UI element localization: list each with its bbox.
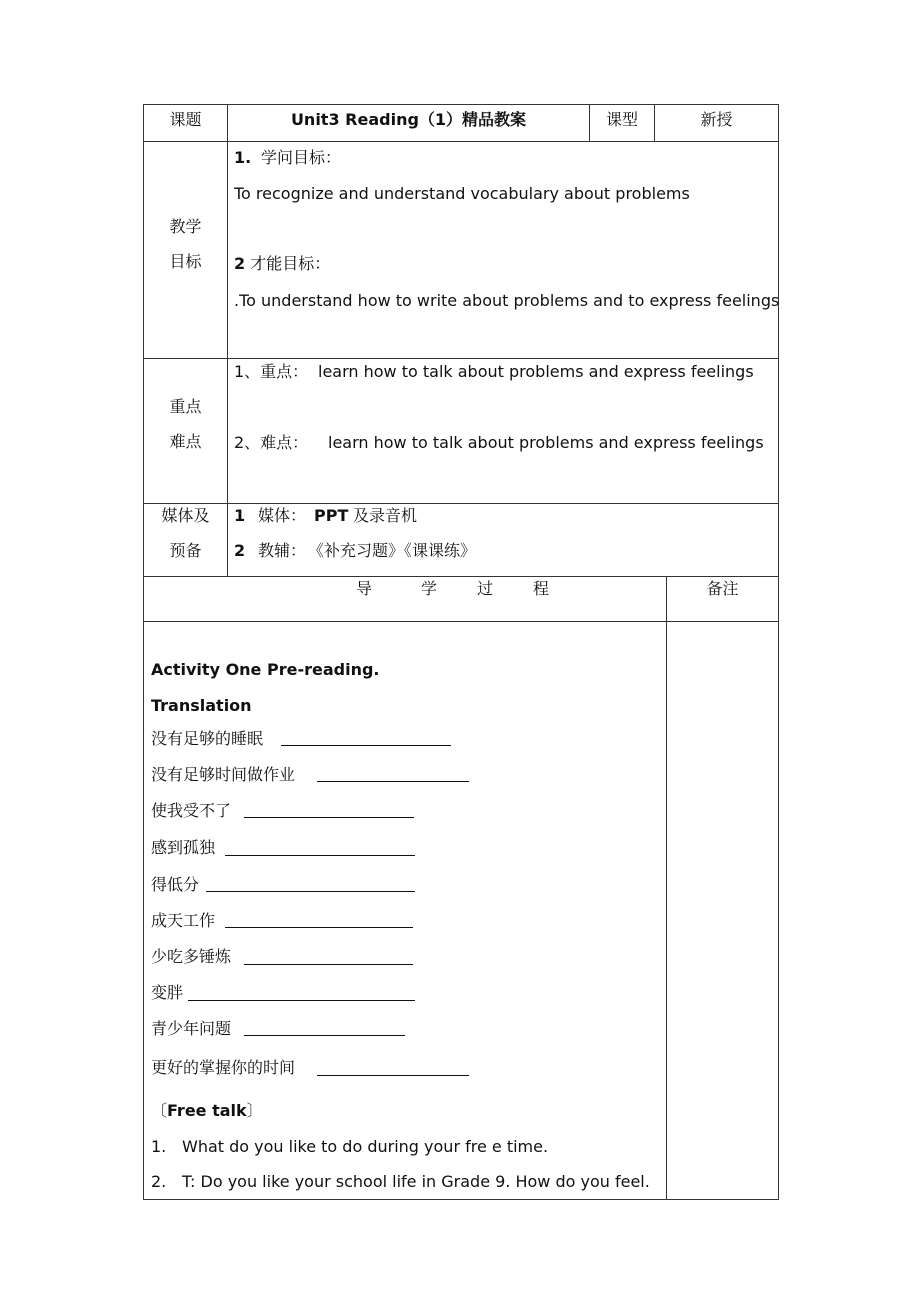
- media1-number: 1: [234, 506, 246, 525]
- process-heading-char: 导: [356, 579, 373, 598]
- media-label-line2: 预备: [169, 541, 202, 560]
- translation-item: 少吃多锤炼: [151, 947, 232, 966]
- table-border-right: [778, 104, 779, 1200]
- answer-blank[interactable]: [206, 891, 415, 892]
- translation-item: 成天工作: [151, 911, 216, 930]
- media1-value-rest: 及录音机: [353, 506, 418, 525]
- table-divider: [143, 503, 779, 504]
- translation-item: 没有足够的睡眠: [151, 729, 264, 748]
- translation-item: 更好的掌握你的时间: [151, 1058, 296, 1077]
- bracket-close: 〕: [246, 1101, 263, 1120]
- table-divider: [143, 621, 779, 622]
- question-number: 2.: [151, 1172, 167, 1191]
- translation-heading: Translation: [151, 696, 252, 715]
- objective2-title: 2 才能目标：: [234, 254, 331, 273]
- notes-label: 备注: [706, 579, 739, 598]
- media1-label: 媒体：: [258, 506, 307, 525]
- keypoints-label-line1: 重点: [169, 397, 202, 416]
- objective2-text: .To understand how to write about problems and to express feelings: [234, 291, 780, 310]
- topic-label: 课题: [169, 110, 202, 129]
- media2-label: 教辅：: [258, 541, 307, 560]
- media2-value: 《补充习题》《课课练》: [308, 541, 477, 560]
- answer-blank[interactable]: [281, 745, 451, 746]
- activity-heading: Activity One Pre-reading.: [151, 660, 380, 679]
- type-value: 新授: [700, 110, 733, 129]
- table-border-top: [143, 104, 779, 105]
- answer-blank[interactable]: [225, 855, 415, 856]
- question-text: What do you like to do during your fre e time.: [182, 1137, 549, 1156]
- media2-number: 2: [234, 541, 246, 560]
- translation-item: 得低分: [151, 875, 200, 894]
- keypoint2-label: 2、难点：: [234, 433, 309, 452]
- media1-value-ppt: PPT: [314, 506, 349, 525]
- question-number: 1.: [151, 1137, 167, 1156]
- objectives-label-line2: 目标: [169, 252, 202, 271]
- label-column-divider: [227, 104, 228, 577]
- answer-blank[interactable]: [244, 964, 413, 965]
- translation-item: 感到孤独: [151, 838, 216, 857]
- bracket-open: 〔: [151, 1101, 168, 1120]
- table-divider: [143, 141, 779, 142]
- question-text: T: Do you like your school life in Grade 9. How do you feel.: [182, 1172, 650, 1191]
- process-heading-char: 程: [533, 579, 550, 598]
- translation-item: 使我受不了: [151, 801, 232, 820]
- free-talk-heading: [151, 1103, 263, 1119]
- free-talk-label: Free talk: [167, 1101, 247, 1120]
- answer-blank[interactable]: [244, 817, 414, 818]
- objective2-title-text: 才能目标：: [245, 254, 331, 273]
- objective1-text: To recognize and understand vocabulary about problems: [234, 184, 690, 203]
- table-divider: [143, 576, 779, 577]
- notes-column-divider: [666, 576, 667, 1200]
- keypoints-label-line2: 难点: [169, 432, 202, 451]
- answer-blank[interactable]: [317, 781, 469, 782]
- keypoint2-text: learn how to talk about problems and express feelings: [328, 433, 764, 452]
- answer-blank[interactable]: [225, 927, 413, 928]
- media-label-line1: 媒体及: [161, 506, 210, 525]
- type-label: 课型: [605, 110, 638, 129]
- answer-blank[interactable]: [244, 1035, 405, 1036]
- table-divider: [143, 358, 779, 359]
- objective1-number: 1.: [234, 148, 252, 167]
- keypoint1-text: learn how to talk about problems and express feelings: [318, 362, 754, 381]
- table-border-bottom: [143, 1199, 779, 1200]
- translation-item: 青少年问题: [151, 1019, 232, 1038]
- answer-blank[interactable]: [188, 1000, 415, 1001]
- objectives-label-line1: 教学: [169, 217, 202, 236]
- answer-blank[interactable]: [317, 1075, 469, 1076]
- translation-item: 没有足够时间做作业: [151, 765, 296, 784]
- process-heading-char: 学: [421, 579, 438, 598]
- objective1-title: 学问目标：: [261, 148, 342, 167]
- process-heading-char: 过: [477, 579, 494, 598]
- translation-item: 变胖: [151, 983, 184, 1002]
- keypoint1-label: 1、重点：: [234, 362, 309, 381]
- lesson-title: Unit3 Reading（1）精品教案: [290, 110, 527, 129]
